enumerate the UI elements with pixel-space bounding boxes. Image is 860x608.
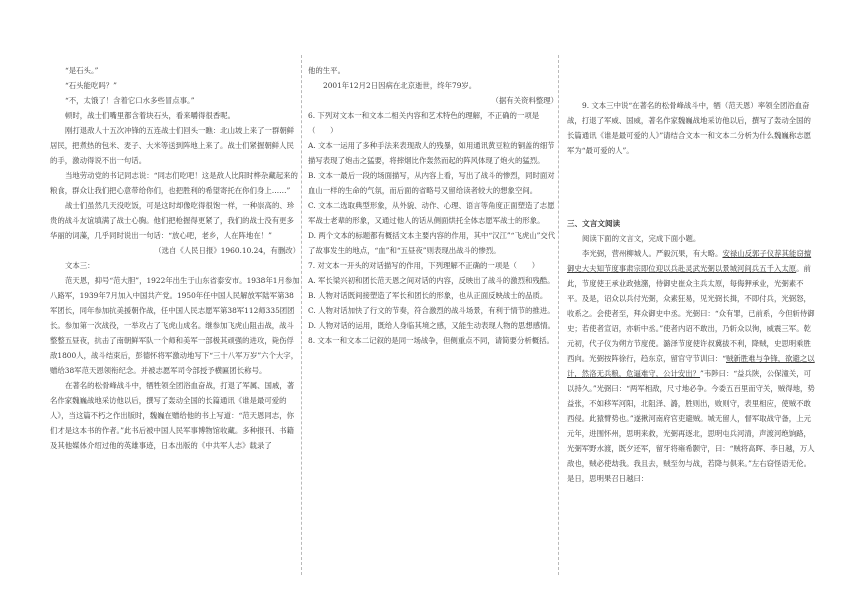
option-d: D. 两个文本的标题都有概括文本主要内容的作用，其中“汉江”“飞虎山”交代了故事发生的地点，“血”和“五昼夜”则表现出战斗的惨烈。 (308, 231, 556, 255)
underlined-sentence: 贼新胜难与争锋，欲避之以计，然洛无兵粮，危逼难守，公计安出？ (567, 354, 815, 378)
column-divider (301, 55, 302, 575)
text-line: 顿时，战士们嘴里都含着块石头，看来嚼得很香呢。 (65, 111, 235, 120)
question-6: 6. 下列对文本一和文本二相关内容和艺术特色的理解，不正确的一项是（ ） (308, 111, 540, 135)
option-c: C. 文本二选取典型形象，从外貌、动作、心理、语言等角度正面塑造了志愿军战士老辈的形象，又通过他人的话从侧面烘托全体志愿军战士的形象。 (308, 201, 555, 225)
option-c: C. 人物对话加快了行文的节奏，符合激烈的战斗场景，有利于情节的推进。 (308, 306, 555, 315)
text-line: 范天恩，抑号“范大胆”，1922年出生于山东省泰安市。1938年1月参加八路军，1939年7月加入中国共产党。1950年任中国人民解放军陆军第38军团长，同年参加抗美援朝作战，任中国人民志愿军第38军112师335团团长。参加第一次战役，一举攻占了飞虎山成名。继参加飞虎山阻击战，战斗整整五昼夜，抗击了南朝鲜军队一个师和美军一部极其顽强的进攻，毙伤俘敌1800人，战斗结束后，彭德怀将军激动地写下“三十八军万岁”六个大字，赠给38军范天恩领衔纪念。并被志愿军司令部授予横匾团长称号。 (50, 276, 300, 375)
question-7: 7. 对文本一开头的对话描写的作用，下列理解不正确的一项是（ ） (308, 261, 540, 270)
text-line: 刚打退敌人十五次冲锋的五连战士们回头一瞧：北山坡上来了一群朝鲜居民，把煮热的包米、麦子、大米等送到阵地上来了。战士们紧握朝鲜人民的手，激动得说不出一句话。 (50, 126, 295, 165)
column-right (567, 98, 817, 486)
text-line: 战士们虽然几天没吃饭，可是这时却像吃得很饱一样，一种崇高的、珍贵的战斗友谊填满了战士心胸。他们把枪握得更紧了，我们的战士没有更多华丽的词藻，几乎同时说出一句话：“放心吧，老乡，人在阵地在！” (50, 201, 295, 240)
text-line: 他的生平。 (308, 66, 345, 75)
section-title: 三、文言文阅读 (567, 219, 621, 228)
answer-space (567, 158, 817, 216)
text-line: 当地劳动党的书记同志说：“同志们吃吧！这是敌人比阳时桦杂藏起来的粮食，群众让我们把心意带给你们，也把胜利的希望寄托在你们身上……” (50, 171, 298, 195)
source-citation: （选自《人民日报》1960.10.24，有删改） (154, 246, 300, 255)
text-line: “是石头。” (65, 66, 99, 75)
option-a: A. 军长梁兴初和团长范天恩之间对话的内容，反映出了战斗的激烈和残酷。 (308, 276, 555, 285)
passage-text: ”韦陟曰：“益兵陕，公保潼关，可以持久。”光弼曰：“两军相敌，尺寸地必争。今委五百里而守关，贼得地，势益张，不如移军河阳，北阻泽、潞，胜则出，败则守，表里相应，使贼不敢西侵。此猿臂势也。”遂揪河南府官吏避贼。城无留人，督军取战守备，上元元年，进围怀州，思明来救，光弼再逐北，思明屯兵河清，声渡河绝饷路，光弼军野水渡，既夕还军，留牙将雍希颢守，曰：“贼将高晖、李日越，万人敌也，贼必使劫我。我且去，贼至勿与战，若降与俱来。”左右窃怪语无伦。是日，思明果召日越曰： (567, 369, 815, 483)
column-left (50, 63, 300, 453)
passage-text: 。前此，节度使王承业政弛潴，侍御史崔众主兵太原，每侮狎承业，光弼素不平。及是，诏众以兵付光弼，众素狂易，见光弼长揖，不即付兵，光弼怒，收系之。会使者至，拜众御史中丞。光弼曰：“众有罪，已前系，今但斩侍御史；若使者宣诏，亦斩中丞。”使者内诏不敢出，乃斩众以徇，威震三军。乾元初，代子仪为朔方节度使。潞泽节度使许叔冀拔不利，降贼，史思明乘胜西向。光弼按阵徐行，趋东京，留官守节训曰：“ (567, 264, 815, 363)
text-line: “不，太饿了！含着它口水多些冒点事。” (65, 96, 195, 105)
column-divider (558, 55, 559, 575)
option-b: B. 人物对话既间接塑造了军长和团长的形象，也从正面反映战士的品质。 (308, 291, 548, 300)
text-line: 在著名的松骨峰战斗中，牺牲领全团浴血奋战，打退了军属、国戚，著名作家魏巍战地采访他以后，撰写了轰动全国的长篇通讯《谁是最可爱的人》，当这篇不朽之作出版时，魏巍在赠给他的书上写道：“范天恩同志，你们才是这本书的作者。”此书后被中国人民军事博物馆收藏。多种报刊、书籍及其他媒体介绍过他的英雄事迹，日本出版的《中共军人志》载录了 (50, 381, 295, 450)
passage-text: 李光弼，营州柳城人。严毅沉果，有大略。 (582, 249, 723, 258)
text-line: “石头能吃吗？” (65, 81, 117, 90)
option-d: D. 人物对话的运用，既给人身临其境之感，又能生动表现人物的思想感情。 (308, 321, 555, 330)
option-a: A. 文本一运用了多种手法来表现敌人的残暴，如用通讯黄豆粒的铜盖的细节描写表现了炮击之猛要，将摔烟比作轰然而起的阵风体现了炮火的猛烈。 (308, 141, 555, 165)
text-heading: 文本三： (65, 261, 95, 270)
option-b: B. 文本一最后一段的场面描写，从内容上看，写出了战斗的惨烈，同时面对血山一样的生命的气氛，而后面的省略号又留给读者较大的想象空间。 (308, 171, 555, 195)
underlined-sentence: 安禄山反郭子仪荐其能窃擅御史大夫知节度事肃宗即位迎以兵赴灵武光弼以景城河间兵五千入太原 (567, 249, 812, 273)
source-citation: （据有关资料整理） (491, 96, 558, 105)
text-line: 2001年12月2日因病在北京逝世，终年79岁。 (323, 81, 477, 90)
column-middle (308, 63, 558, 348)
classical-passage (567, 246, 817, 486)
question-8: 8. 文本一和文本二记叙的是同一场战争，但侧重点不同，请简要分析概括。 (308, 336, 554, 345)
instruction: 阅读下面的文言文，完成下面小题。 (582, 234, 701, 243)
question-9: 9. 文本三中说“在著名的松骨峰战斗中，牺（范天恩）率领全团浴血奋战，打退了军威、国威，著名作家魏巍战地采访他以后，撰写了轰动全国的长篇通讯《谁是最可爱的人》”请结合文本一和文本二分析为什么魏巍称志愿军为“最可爱的人”。 (567, 101, 811, 155)
